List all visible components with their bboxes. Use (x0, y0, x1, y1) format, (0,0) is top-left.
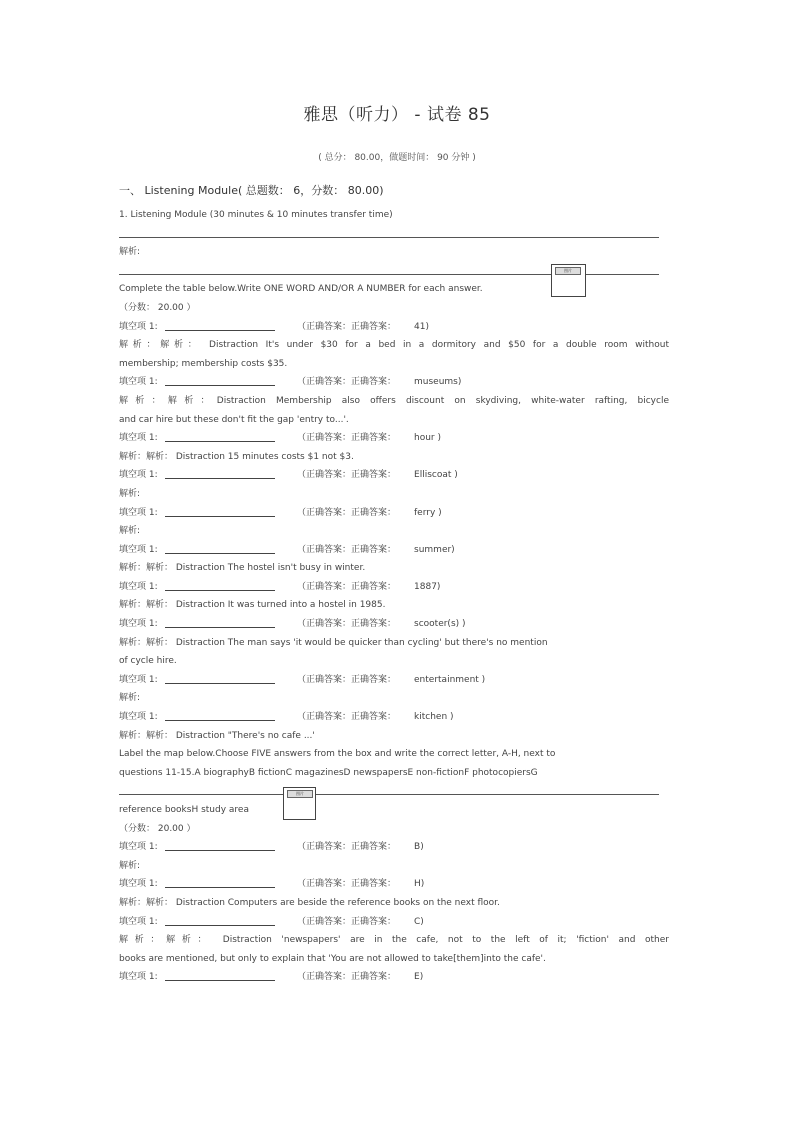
answer-blank[interactable] (165, 578, 275, 591)
fill-item (119, 429, 669, 448)
analysis-line: books are mentioned, but only to explain that 'You are not allowed to take[them]into the cafe'. (119, 953, 546, 964)
answer-blank[interactable] (165, 968, 275, 981)
answer-blank[interactable] (165, 875, 275, 888)
answer-value: 41) (414, 321, 429, 332)
score-line: （分数： 20.00 ） (119, 823, 196, 834)
answer-blank[interactable] (165, 541, 275, 554)
answer-value: E) (414, 972, 424, 983)
instruction-line: questions 11-15.A biographyB fictionC magazinesD newspapersE non-fictionF photocopiersG (119, 767, 538, 778)
answer-label: （正确答案：正确答案： (297, 321, 397, 332)
fill-label: 填空项 1: (119, 916, 158, 927)
fill-item (119, 968, 669, 987)
fill-item (119, 504, 669, 523)
divider (119, 225, 669, 244)
analysis-line: 解析: (119, 488, 141, 499)
fill-item (119, 466, 669, 485)
fill-label: 填空项 1: (119, 470, 158, 481)
fill-item (119, 373, 669, 392)
image-icon: 图片 (287, 790, 313, 798)
answer-label: （正确答案：正确答案： (297, 712, 397, 723)
answer-blank[interactable] (165, 913, 275, 926)
fill-label: 填空项 1: (119, 879, 158, 890)
answer-value: scooter(s) ) (414, 619, 466, 630)
answer-label: （正确答案：正确答案： (297, 842, 397, 853)
answer-blank[interactable] (165, 838, 275, 851)
answer-label: （正确答案：正确答案： (297, 470, 397, 481)
answer-value: ferry ) (414, 507, 442, 518)
analysis-line: 解析：解析： Distraction "There's no cafe ...' (119, 730, 315, 741)
page-title: 雅思（听力） - 试卷 85 (303, 105, 491, 125)
answer-label: （正确答案：正确答案： (297, 544, 397, 555)
answer-value: Elliscoat ) (414, 470, 458, 481)
answer-blank[interactable] (165, 671, 275, 684)
fill-item (119, 615, 669, 634)
answer-blank[interactable] (165, 615, 275, 628)
fill-item (119, 838, 669, 857)
fill-item (119, 708, 669, 727)
answer-value: museums) (414, 377, 462, 388)
answer-value: B) (414, 842, 424, 853)
answer-value: hour ) (414, 433, 442, 444)
answer-label: （正确答案：正确答案： (297, 916, 397, 927)
image-icon: 图片 (555, 267, 581, 275)
analysis-line: 解析：解析： Distraction The man says 'it would be quicker than cycling' but there's no mention (119, 637, 548, 648)
answer-value: kitchen ) (414, 712, 454, 723)
fill-label: 填空项 1: (119, 377, 158, 388)
map-image-placeholder (283, 787, 316, 820)
analysis-line: 解析：解析： Distraction It's under $30 for a bed in a dormitory and $50 for a double room without (119, 340, 669, 351)
question-body (119, 206, 669, 987)
answer-label: （正确答案：正确答案： (297, 972, 397, 983)
analysis-line: 解析：解析：Distraction Membership also offers discount on skydiving, white-water rafting, bicycle (119, 395, 669, 406)
answer-value: entertainment ) (414, 674, 486, 685)
analysis-line: 解析：解析： Distraction It was turned into a hostel in 1985. (119, 600, 386, 611)
analysis-line: 解析: (119, 247, 141, 258)
fill-item (119, 875, 669, 894)
answer-value: C) (414, 916, 424, 927)
instruction-line: Complete the table below.Write ONE WORD AND/OR A NUMBER for each answer. (119, 284, 483, 295)
answer-blank[interactable] (165, 318, 275, 331)
instruction-line: Label the map below.Choose FIVE answers from the box and write the correct letter, A-H, next to (119, 749, 556, 760)
answer-value: 1887) (414, 581, 441, 592)
section-heading: 一、 Listening Module( 总题数： 6，分数： 80.00) (119, 184, 384, 197)
exam-info: ( 总分： 80.00，做题时间： 90 分钟 ) (318, 153, 476, 163)
question-title: 1. Listening Module (30 minutes & 10 minutes transfer time) (119, 210, 393, 220)
analysis-line: 解析: (119, 860, 141, 871)
analysis-line: of cycle hire. (119, 656, 177, 667)
answer-label: （正确答案：正确答案： (297, 377, 397, 388)
fill-label: 填空项 1: (119, 507, 158, 518)
analysis-line: 解析：解析： Distraction 'newspapers' are in the cafe, not to the left of it; 'fiction' and other (119, 935, 669, 946)
answer-value: summer) (414, 544, 455, 555)
spacer (119, 262, 669, 281)
analysis-line: and car hire but these don't fit the gap 'entry to...'. (119, 414, 349, 425)
fill-label: 填空项 1: (119, 581, 158, 592)
table-image-placeholder (551, 264, 586, 297)
fill-label: 填空项 1: (119, 321, 158, 332)
answer-blank[interactable] (165, 708, 275, 721)
fill-label: 填空项 1: (119, 544, 158, 555)
analysis-line: 解析：解析： Distraction 15 minutes costs $1 not $3. (119, 451, 354, 462)
fill-item (119, 671, 669, 690)
score-line: （分数： 20.00 ） (119, 302, 196, 313)
answer-label: （正确答案：正确答案： (297, 619, 397, 630)
fill-label: 填空项 1: (119, 433, 158, 444)
fill-label: 填空项 1: (119, 972, 158, 983)
analysis-line: 解析: (119, 526, 141, 537)
spacer (119, 782, 669, 801)
answer-label: （正确答案：正确答案： (297, 433, 397, 444)
fill-item (119, 578, 669, 597)
analysis-line: 解析：解析： Distraction The hostel isn't busy in winter. (119, 563, 366, 574)
instruction-line: reference booksH study area (119, 805, 249, 815)
fill-label: 填空项 1: (119, 712, 158, 723)
fill-item (119, 913, 669, 932)
fill-item (119, 541, 669, 560)
answer-label: （正确答案：正确答案： (297, 879, 397, 890)
fill-item (119, 318, 669, 337)
fill-label: 填空项 1: (119, 619, 158, 630)
answer-blank[interactable] (165, 373, 275, 386)
analysis-line: 解析: (119, 693, 141, 704)
answer-blank[interactable] (165, 429, 275, 442)
analysis-line: 解析：解析： Distraction Computers are beside the reference books on the next floor. (119, 897, 500, 908)
fill-label: 填空项 1: (119, 674, 158, 685)
answer-blank[interactable] (165, 504, 275, 517)
answer-label: （正确答案：正确答案： (297, 507, 397, 518)
answer-label: （正确答案：正确答案： (297, 674, 397, 685)
answer-label: （正确答案：正确答案： (297, 581, 397, 592)
answer-blank[interactable] (165, 466, 275, 479)
analysis-line: membership; membership costs $35. (119, 358, 288, 369)
answer-value: H) (414, 879, 425, 890)
fill-label: 填空项 1: (119, 842, 158, 853)
